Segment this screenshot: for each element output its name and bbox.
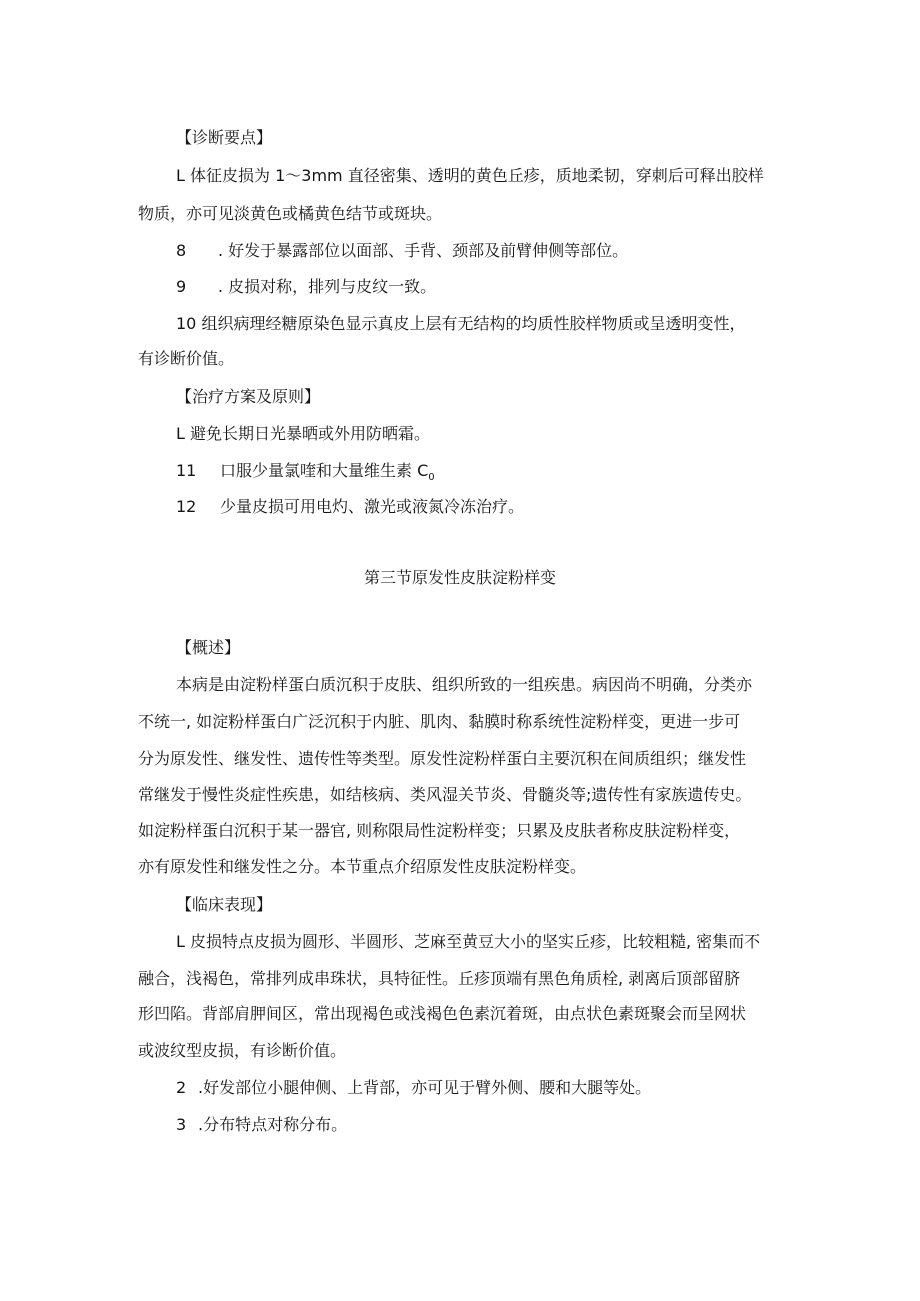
clinical-item-3-number: 3 — [176, 1115, 187, 1134]
diagnosis-item-3-text: . 皮损对称，排列与皮纹一致。 — [218, 277, 437, 296]
treatment-item-3-text: 少量皮损可用电灼、激光或液氮冷冻治疗。 — [220, 497, 525, 516]
clinical-title: 【临床表现】 — [176, 895, 273, 914]
treatment-title: 【治疗方案及原则】 — [176, 387, 321, 406]
clinical-item-1-line-1: L 皮损特点皮损为圆形、半圆形、芝麻至黄豆大小的坚实丘疹，比较粗糙, 密集而不 — [176, 932, 761, 951]
treatment-item-2-number: 11 — [176, 461, 197, 480]
diagnosis-item-1-line-1: L 体征皮损为 1～3mm 直径密集、透明的黄色丘疹，质地柔韧，穿刺后可释出胶样 — [176, 166, 764, 185]
clinical-item-2-text: .好发部位小腿伸侧、上背部，亦可见于臂外侧、腰和大腿等处。 — [198, 1078, 652, 1097]
treatment-item-1: L 避免长期日光暴晒或外用防晒霜。 — [176, 424, 431, 443]
treatment-item-3-number: 12 — [176, 497, 197, 516]
diagnosis-item-3-number: 9 — [176, 277, 187, 296]
treatment-item-2-text: 口服少量氯喹和大量维生素 C — [220, 461, 429, 480]
diagnosis-item-4-line-1: 10 组织病理经糖原染色显示真皮上层有无结构的均质性胶样物质或呈透明变性， — [176, 314, 746, 333]
diagnosis-item-1-line-2: 物质，亦可见淡黄色或橘黄色结节或斑块。 — [138, 204, 443, 223]
overview-paragraph-line-4: 常继发于慢性炎症性疾患，如结核病、类风湿关节炎、骨髓炎等;遗传性有家族遗传史。 — [138, 785, 752, 804]
diagnosis-item-4-line-2: 有诊断价值。 — [138, 349, 235, 368]
clinical-item-1-line-4: 或波纹型皮损，有诊断价值。 — [138, 1041, 347, 1060]
overview-paragraph-line-5: 如淀粉样蛋白沉积于某一器官, 则称限局性淀粉样变；只累及皮肤者称皮肤淀粉样变， — [138, 821, 741, 840]
overview-paragraph-line-3: 分为原发性、继发性、遗传性等类型。原发性淀粉样蛋白主要沉积在间质组织；继发性 — [138, 749, 747, 768]
diagnosis-item-2-number: 8 — [176, 241, 187, 260]
clinical-item-3-text: .分布特点对称分布。 — [198, 1115, 348, 1134]
clinical-item-1-line-3: 形凹陷。背部肩胛间区，常出现褐色或浅褐色色素沉着斑，由点状色素斑聚会而呈网状 — [138, 1004, 747, 1023]
treatment-item-2-subscript: 0 — [428, 472, 435, 484]
overview-paragraph-line-6: 亦有原发性和继发性之分。本节重点介绍原发性皮肤淀粉样变。 — [138, 857, 587, 876]
clinical-item-2-number: 2 — [176, 1078, 187, 1097]
diagnosis-item-2-text: . 好发于暴露部位以面部、手背、颈部及前臂伸侧等部位。 — [218, 241, 629, 260]
overview-paragraph-line-2: 不统一, 如淀粉样蛋白广泛沉积于内脏、肌肉、黏膜时称系统性淀粉样变，更进一步可 — [138, 712, 741, 731]
overview-paragraph-line-1: 本病是由淀粉样蛋白质沉积于皮肤、组织所致的一组疾患。病因尚不明确，分类亦 — [176, 675, 753, 694]
diagnosis-title: 【诊断要点】 — [176, 128, 273, 147]
overview-title: 【概述】 — [176, 638, 241, 657]
chapter-heading: 第三节原发性皮肤淀粉样变 — [363, 568, 556, 587]
treatment-item-2 — [220, 460, 435, 489]
clinical-item-1-line-2: 融合，浅褐色，常排列成串珠状，具特征性。丘疹顶端有黑色角质栓, 剥离后顶部留脐 — [138, 969, 741, 988]
